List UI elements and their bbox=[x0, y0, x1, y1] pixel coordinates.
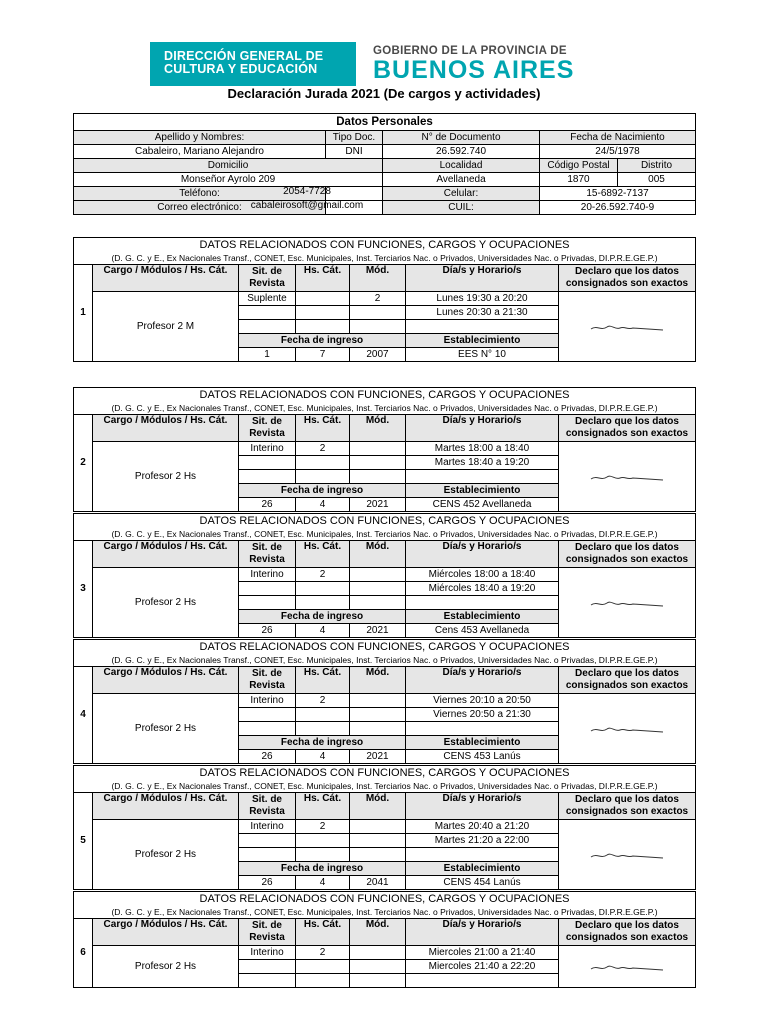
fecha-ingreso-anio: 2007 bbox=[350, 348, 406, 362]
col-declaro-1: Declaro que los datos bbox=[575, 668, 679, 679]
job-sit-3 bbox=[239, 596, 296, 610]
personal-section-title: Datos Personales bbox=[74, 114, 696, 131]
job-table bbox=[73, 513, 696, 638]
job-mod-3 bbox=[350, 596, 406, 610]
establecimiento-value: Cens 453 Avellaneda bbox=[406, 624, 559, 638]
job-hs-3 bbox=[296, 320, 350, 334]
job-hs: 2 bbox=[296, 694, 350, 708]
job-section-title: DATOS RELACIONADOS CON FUNCIONES, CARGOS Y OCUPACIONES bbox=[74, 388, 696, 402]
signature-cell bbox=[559, 292, 696, 362]
col-cargo: Cargo / Módulos / Hs. Cát. bbox=[93, 415, 239, 442]
col-declaro-2: consignados son exactos bbox=[565, 932, 689, 943]
col-sit-1: Sit. de bbox=[251, 416, 282, 427]
job-horario-1: Viernes 20:10 a 20:50 bbox=[406, 694, 559, 708]
job-hs-2 bbox=[296, 456, 350, 470]
job-section-subtitle: (D. G. C. y E., Ex Nacionales Transf., CONET, Esc. Municipales, Inst. Terciarios Nac. o Privados, Universidades Nac. o Privadas, DI.P.R.E.GE.P.) bbox=[74, 653, 696, 667]
job-table bbox=[73, 891, 696, 988]
col-mod: Mód. bbox=[350, 415, 406, 442]
label-celular: Celular: bbox=[383, 187, 540, 201]
job-sit-2 bbox=[239, 456, 296, 470]
signature bbox=[587, 470, 667, 484]
label-telefono: Teléfono: bbox=[74, 187, 326, 201]
job-sit-3 bbox=[239, 470, 296, 484]
job-sit-3 bbox=[239, 320, 296, 334]
job-sit-3 bbox=[239, 848, 296, 862]
job-hs-2 bbox=[296, 834, 350, 848]
job-sit: Interino bbox=[239, 568, 296, 582]
fecha-ingreso-mes: 4 bbox=[296, 750, 350, 764]
job-hs-2 bbox=[296, 960, 350, 974]
job-mod-2 bbox=[350, 708, 406, 722]
job-cargo: Profesor 2 Hs bbox=[93, 694, 239, 764]
job-cargo: Profesor 2 Hs bbox=[93, 946, 239, 988]
col-declaro bbox=[559, 265, 696, 292]
job-hs-3 bbox=[296, 470, 350, 484]
col-sit-1: Sit. de bbox=[251, 794, 282, 805]
col-hs-cat: Hs. Cát. bbox=[296, 265, 350, 292]
job-horario-2: Martes 21:20 a 22:00 bbox=[406, 834, 559, 848]
job-section-subtitle: (D. G. C. y E., Ex Nacionales Transf., CONET, Esc. Municipales, Inst. Terciarios Nac. o Privados, Universidades Nac. o Privadas, DI.P.R.E.GE.P.) bbox=[74, 527, 696, 541]
logo-line-1: DIRECCIÓN GENERAL DE bbox=[164, 49, 324, 63]
job-hs-2 bbox=[296, 582, 350, 596]
job-horario-1: Miércoles 18:00 a 18:40 bbox=[406, 568, 559, 582]
col-declaro-1: Declaro que los datos bbox=[575, 920, 679, 931]
value-localidad: Avellaneda bbox=[383, 173, 540, 187]
fecha-ingreso-anio: 2021 bbox=[350, 750, 406, 764]
establecimiento-label: Establecimiento bbox=[406, 610, 559, 624]
col-sit-2: Revista bbox=[249, 554, 285, 565]
establecimiento-label: Establecimiento bbox=[406, 736, 559, 750]
col-sit-2: Revista bbox=[249, 278, 285, 289]
label-codigo-postal: Código Postal bbox=[540, 159, 618, 173]
establecimiento-label: Establecimiento bbox=[406, 334, 559, 348]
job-horario-2: Miercoles 21:40 a 22:20 bbox=[406, 960, 559, 974]
job-number: 2 bbox=[74, 415, 93, 512]
job-cargo: Profesor 2 Hs bbox=[93, 568, 239, 638]
job-hs: 2 bbox=[296, 820, 350, 834]
col-sit-2: Revista bbox=[249, 932, 285, 943]
col-dias: Día/s y Horario/s bbox=[406, 793, 559, 820]
col-hs-cat: Hs. Cát. bbox=[296, 541, 350, 568]
job-hs-3 bbox=[296, 596, 350, 610]
value-fecha-nac: 24/5/1978 bbox=[540, 145, 696, 159]
col-sit-revista bbox=[239, 265, 296, 292]
job-sit-3 bbox=[239, 974, 296, 988]
col-hs-cat: Hs. Cát. bbox=[296, 415, 350, 442]
job-hs-3 bbox=[296, 848, 350, 862]
establecimiento-value: EES N° 10 bbox=[406, 348, 559, 362]
job-mod bbox=[350, 442, 406, 456]
logo-line-2: CULTURA Y EDUCACIÓN bbox=[164, 62, 318, 76]
col-declaro-2: consignados son exactos bbox=[565, 278, 689, 289]
col-sit-2: Revista bbox=[249, 680, 285, 691]
job-horario-3 bbox=[406, 470, 559, 484]
job-mod-2 bbox=[350, 582, 406, 596]
job-hs: 2 bbox=[296, 568, 350, 582]
job-table bbox=[73, 765, 696, 890]
col-declaro-2: consignados son exactos bbox=[565, 554, 689, 565]
signature bbox=[587, 722, 667, 736]
col-hs-cat: Hs. Cát. bbox=[296, 667, 350, 694]
fecha-ingreso-mes: 7 bbox=[296, 348, 350, 362]
col-dias: Día/s y Horario/s bbox=[406, 415, 559, 442]
col-dias: Día/s y Horario/s bbox=[406, 667, 559, 694]
establecimiento-label: Establecimiento bbox=[406, 862, 559, 876]
job-sit: Interino bbox=[239, 694, 296, 708]
col-sit-1: Sit. de bbox=[251, 668, 282, 679]
job-number: 3 bbox=[74, 541, 93, 638]
job-section-subtitle: (D. G. C. y E., Ex Nacionales Transf., CONET, Esc. Municipales, Inst. Terciarios Nac. o Privados, Universidades Nac. o Privadas, DI.P.R.E.GE.P.) bbox=[74, 779, 696, 793]
job-sit-2 bbox=[239, 708, 296, 722]
job-section-title: DATOS RELACIONADOS CON FUNCIONES, CARGOS Y OCUPACIONES bbox=[74, 892, 696, 906]
job-mod bbox=[350, 946, 406, 960]
col-dias: Día/s y Horario/s bbox=[406, 541, 559, 568]
col-mod: Mód. bbox=[350, 793, 406, 820]
signature-cell bbox=[559, 442, 696, 512]
value-telefono: 2054-7728 bbox=[283, 186, 331, 197]
job-sit-2 bbox=[239, 306, 296, 320]
col-sit-revista bbox=[239, 919, 296, 946]
col-cargo: Cargo / Módulos / Hs. Cát. bbox=[93, 793, 239, 820]
label-localidad: Localidad bbox=[383, 159, 540, 173]
job-section-title: DATOS RELACIONADOS CON FUNCIONES, CARGOS Y OCUPACIONES bbox=[74, 640, 696, 654]
col-cargo: Cargo / Módulos / Hs. Cát. bbox=[93, 265, 239, 292]
label-cuil: CUIL: bbox=[383, 201, 540, 215]
col-mod: Mód. bbox=[350, 541, 406, 568]
job-cargo: Profesor 2 M bbox=[93, 292, 239, 362]
col-sit-revista bbox=[239, 793, 296, 820]
job-sit-3 bbox=[239, 722, 296, 736]
job-cargo: Profesor 2 Hs bbox=[93, 442, 239, 512]
job-number: 5 bbox=[74, 793, 93, 890]
col-sit-1: Sit. de bbox=[251, 920, 282, 931]
label-tipo-doc: Tipo Doc. bbox=[326, 131, 383, 145]
establecimiento-value: CENS 454 Lanús bbox=[406, 876, 559, 890]
fecha-ingreso-label: Fecha de ingreso bbox=[239, 334, 406, 348]
job-horario-3 bbox=[406, 320, 559, 334]
col-sit-2: Revista bbox=[249, 806, 285, 817]
job-horario-1: Miercoles 21:00 a 21:40 bbox=[406, 946, 559, 960]
job-mod bbox=[350, 694, 406, 708]
job-cargo: Profesor 2 Hs bbox=[93, 820, 239, 890]
col-declaro-1: Declaro que los datos bbox=[575, 542, 679, 553]
job-section-title: DATOS RELACIONADOS CON FUNCIONES, CARGOS Y OCUPACIONES bbox=[74, 514, 696, 528]
job-section-title: DATOS RELACIONADOS CON FUNCIONES, CARGOS Y OCUPACIONES bbox=[74, 766, 696, 780]
job-horario-3 bbox=[406, 722, 559, 736]
col-dias: Día/s y Horario/s bbox=[406, 919, 559, 946]
job-mod-2 bbox=[350, 306, 406, 320]
fecha-ingreso-anio: 2021 bbox=[350, 498, 406, 512]
fecha-ingreso-anio: 2021 bbox=[350, 624, 406, 638]
job-mod: 2 bbox=[350, 292, 406, 306]
signature-cell bbox=[559, 568, 696, 638]
job-sit: Interino bbox=[239, 820, 296, 834]
signature bbox=[587, 960, 667, 974]
job-table bbox=[73, 387, 696, 512]
col-sit-1: Sit. de bbox=[251, 542, 282, 553]
fecha-ingreso-label: Fecha de ingreso bbox=[239, 610, 406, 624]
col-mod: Mód. bbox=[350, 667, 406, 694]
col-declaro bbox=[559, 919, 696, 946]
gov-logo bbox=[373, 45, 613, 83]
col-declaro-1: Declaro que los datos bbox=[575, 794, 679, 805]
label-apellido: Apellido y Nombres: bbox=[74, 131, 326, 145]
label-nro-doc: N° de Documento bbox=[383, 131, 540, 145]
col-cargo: Cargo / Módulos / Hs. Cát. bbox=[93, 667, 239, 694]
job-section-title: DATOS RELACIONADOS CON FUNCIONES, CARGOS Y OCUPACIONES bbox=[74, 238, 696, 252]
col-sit-revista bbox=[239, 541, 296, 568]
job-mod-3 bbox=[350, 974, 406, 988]
page-header bbox=[150, 42, 610, 86]
label-fecha-nac: Fecha de Nacimiento bbox=[540, 131, 696, 145]
job-mod-2 bbox=[350, 834, 406, 848]
col-sit-revista bbox=[239, 667, 296, 694]
job-horario-3 bbox=[406, 596, 559, 610]
job-hs-2 bbox=[296, 306, 350, 320]
job-mod-3 bbox=[350, 722, 406, 736]
establecimiento-value: CENS 453 Lanús bbox=[406, 750, 559, 764]
job-hs bbox=[296, 292, 350, 306]
job-mod-2 bbox=[350, 960, 406, 974]
value-celular: 15-6892-7137 bbox=[540, 187, 696, 201]
gov-logo-main: BUENOS AIRES bbox=[373, 56, 575, 84]
fecha-ingreso-dia: 26 bbox=[239, 750, 296, 764]
job-sit-2 bbox=[239, 834, 296, 848]
col-hs-cat: Hs. Cát. bbox=[296, 919, 350, 946]
establecimiento-value: CENS 452 Avellaneda bbox=[406, 498, 559, 512]
job-table bbox=[73, 237, 696, 362]
job-horario-2: Miércoles 18:40 a 19:20 bbox=[406, 582, 559, 596]
fecha-ingreso-anio: 2041 bbox=[350, 876, 406, 890]
col-declaro-2: consignados son exactos bbox=[565, 428, 689, 439]
job-horario-1: Martes 18:00 a 18:40 bbox=[406, 442, 559, 456]
signature bbox=[587, 848, 667, 862]
value-cuil: 20-26.592.740-9 bbox=[540, 201, 696, 215]
gov-logo-top: GOBIERNO DE LA PROVINCIA DE bbox=[373, 45, 567, 57]
signature-cell bbox=[559, 820, 696, 890]
value-codigo-postal: 1870 bbox=[540, 173, 618, 187]
job-section-subtitle: (D. G. C. y E., Ex Nacionales Transf., CONET, Esc. Municipales, Inst. Terciarios Nac. o Privados, Universidades Nac. o Privadas, DI.P.R.E.GE.P.) bbox=[74, 401, 696, 415]
label-correo: Correo electrónico: bbox=[74, 201, 326, 215]
job-number: 6 bbox=[74, 919, 93, 988]
job-horario-2: Viernes 20:50 a 21:30 bbox=[406, 708, 559, 722]
job-mod bbox=[350, 568, 406, 582]
col-declaro bbox=[559, 541, 696, 568]
job-hs-3 bbox=[296, 722, 350, 736]
col-hs-cat: Hs. Cát. bbox=[296, 793, 350, 820]
job-section-subtitle: (D. G. C. y E., Ex Nacionales Transf., CONET, Esc. Municipales, Inst. Terciarios Nac. o Privados, Universidades Nac. o Privadas, DI.P.R.E.GE.P.) bbox=[74, 251, 696, 265]
label-domicilio: Domicilio bbox=[74, 159, 383, 173]
job-horario-1: Martes 20:40 a 21:20 bbox=[406, 820, 559, 834]
fecha-ingreso-label: Fecha de ingreso bbox=[239, 736, 406, 750]
job-mod-3 bbox=[350, 848, 406, 862]
fecha-ingreso-mes: 4 bbox=[296, 876, 350, 890]
page-title: Declaración Jurada 2021 (De cargos y actividades) bbox=[227, 86, 541, 101]
col-declaro bbox=[559, 667, 696, 694]
col-cargo: Cargo / Módulos / Hs. Cát. bbox=[93, 919, 239, 946]
col-declaro-1: Declaro que los datos bbox=[575, 266, 679, 277]
col-dias: Día/s y Horario/s bbox=[406, 265, 559, 292]
col-declaro bbox=[559, 793, 696, 820]
job-horario-2: Lunes 20:30 a 21:30 bbox=[406, 306, 559, 320]
job-sit: Interino bbox=[239, 946, 296, 960]
col-declaro bbox=[559, 415, 696, 442]
col-declaro-2: consignados son exactos bbox=[565, 806, 689, 817]
job-mod-3 bbox=[350, 470, 406, 484]
job-horario-2: Martes 18:40 a 19:20 bbox=[406, 456, 559, 470]
value-tipo-doc: DNI bbox=[326, 145, 383, 159]
label-distrito: Distrito bbox=[618, 159, 696, 173]
col-declaro-2: consignados son exactos bbox=[565, 680, 689, 691]
value-apellido: Cabaleiro, Mariano Alejandro bbox=[74, 145, 326, 159]
fecha-ingreso-dia: 1 bbox=[239, 348, 296, 362]
personal-data-table bbox=[73, 113, 696, 215]
fecha-ingreso-mes: 4 bbox=[296, 498, 350, 512]
job-hs: 2 bbox=[296, 442, 350, 456]
job-sit: Suplente bbox=[239, 292, 296, 306]
job-mod-3 bbox=[350, 320, 406, 334]
job-number: 1 bbox=[74, 265, 93, 362]
col-mod: Mód. bbox=[350, 919, 406, 946]
job-horario-3 bbox=[406, 848, 559, 862]
col-sit-1: Sit. de bbox=[251, 266, 282, 277]
signature-cell bbox=[559, 946, 696, 988]
fecha-ingreso-mes: 4 bbox=[296, 624, 350, 638]
job-horario-3 bbox=[406, 974, 559, 988]
fecha-ingreso-dia: 26 bbox=[239, 498, 296, 512]
col-mod: Mód. bbox=[350, 265, 406, 292]
col-sit-2: Revista bbox=[249, 428, 285, 439]
value-distrito: 005 bbox=[618, 173, 696, 187]
job-horario-1: Lunes 19:30 a 20:20 bbox=[406, 292, 559, 306]
fecha-ingreso-label: Fecha de ingreso bbox=[239, 484, 406, 498]
establecimiento-label: Establecimiento bbox=[406, 484, 559, 498]
job-table bbox=[73, 639, 696, 764]
job-mod-2 bbox=[350, 456, 406, 470]
job-hs-3 bbox=[296, 974, 350, 988]
job-number: 4 bbox=[74, 667, 93, 764]
job-section-subtitle: (D. G. C. y E., Ex Nacionales Transf., CONET, Esc. Municipales, Inst. Terciarios Nac. o Privados, Universidades Nac. o Privadas, DI.P.R.E.GE.P.) bbox=[74, 905, 696, 919]
dgce-logo bbox=[150, 42, 356, 86]
col-sit-revista bbox=[239, 415, 296, 442]
signature-cell bbox=[559, 694, 696, 764]
job-hs-2 bbox=[296, 708, 350, 722]
job-sit-2 bbox=[239, 582, 296, 596]
signature bbox=[587, 320, 667, 334]
signature bbox=[587, 596, 667, 610]
col-declaro-1: Declaro que los datos bbox=[575, 416, 679, 427]
job-hs: 2 bbox=[296, 946, 350, 960]
col-cargo: Cargo / Módulos / Hs. Cát. bbox=[93, 541, 239, 568]
value-nro-doc: 26.592.740 bbox=[383, 145, 540, 159]
value-domicilio: Monseñor Ayrolo 209 bbox=[74, 173, 383, 187]
value-correo: cabaleirosoft@gmail.com bbox=[250, 200, 364, 211]
job-mod bbox=[350, 820, 406, 834]
fecha-ingreso-dia: 26 bbox=[239, 624, 296, 638]
job-sit-2 bbox=[239, 960, 296, 974]
job-sit: Interino bbox=[239, 442, 296, 456]
fecha-ingreso-dia: 26 bbox=[239, 876, 296, 890]
fecha-ingreso-label: Fecha de ingreso bbox=[239, 862, 406, 876]
